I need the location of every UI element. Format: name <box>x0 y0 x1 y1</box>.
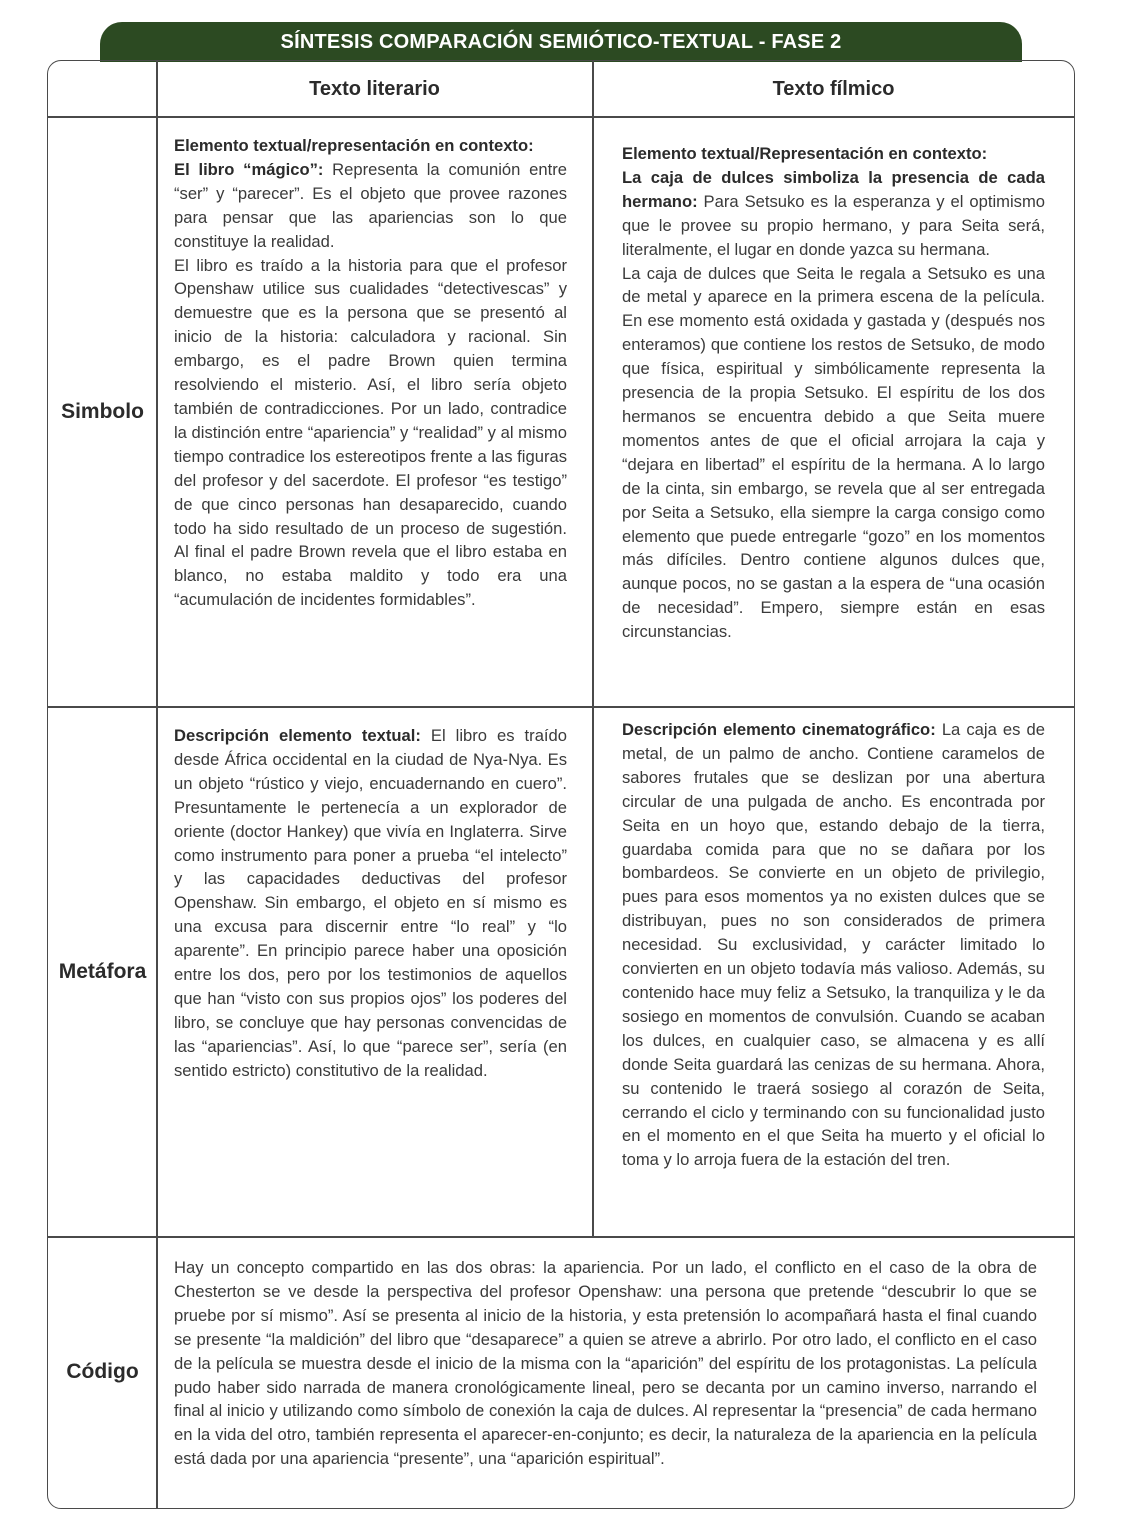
cell-metafora-film <box>622 718 1045 1172</box>
cell-simbolo-literary <box>174 134 567 612</box>
grid-line-simbolo <box>47 706 1075 708</box>
cell-simbolo-film <box>622 142 1045 644</box>
column-header-film: Texto fílmico <box>772 77 895 100</box>
metafora-literary-lead: Descripción elemento textual: <box>174 726 421 745</box>
simbolo-literary-lead-text: Representa la comunión entre “ser” y “parecer”. Es el objeto que provee razones para pensar que las apariencias son lo que constituye la realidad. <box>174 159 567 251</box>
simbolo-literary-lead: El libro “mágico”: <box>174 159 324 179</box>
grid-line-middle-column <box>592 61 594 1237</box>
simbolo-film-body: La caja de dulces que Seita le regala a Setsuko es una de metal y aparece en la primera escena de la película. En ese momento está oxidada y gastada y (después nos enteramos) que contiene los restos de Setsuko, de modo que física, espiritual y simbólicamente representa la presencia de la propia Setsuko. El espíritu de los dos hermanos se encuentra debido a que Seita muere momentos antes de que el oficial arrojara la caja y “dejara en libertad” el espíritu de la hermana. A lo largo de la cinta, sin embargo, se revela que al ser entregada por Seita a Setsuko, ella siempre la carga consigo como elemento que puede entregarle “gozo” en los momentos más difíciles. Dentro contiene algunos dulces que, aunque pocos, no se gastan a la espera de “una ocasión de necesidad”. Empero, siempre están en esas circunstancias. <box>622 263 1045 642</box>
table-title-bar <box>100 22 1022 62</box>
row-label-simbolo: Simbolo <box>61 399 144 423</box>
cell-codigo <box>174 1256 1037 1471</box>
simbolo-film-lead: La caja de dulces simboliza la presencia de cada hermano: <box>622 167 1045 211</box>
metafora-literary-text: El libro es traído desde África occidental en la ciudad de Nya-Nya. Es un objeto “rústico y viejo, encuadernando en cuero”. Presuntamente le pertenecía a un explorador de oriente (doctor Hankey) que vivía en Inglaterra. Sirve como instrumento para poner a prueba “el intelecto” y las capacidades deductivas del profesor Openshaw. Sin embargo, el objeto en sí mismo es una excusa para discernir entre “lo real” y “lo aparente”. En principio parece haber una oposición entre los dos, pero por los testimonios de aquellos que han “visto con sus propios ojos” los poderes del libro, se concluye que hay personas convencidas de las “apariencias”. Así, lo que “parece ser”, sería (en sentido estricto) constitutivo de la realidad. <box>174 726 567 1080</box>
simbolo-literary-heading: Elemento textual/representación en contexto: <box>174 136 534 155</box>
row-label-codigo: Código <box>66 1360 139 1383</box>
table-title: SÍNTESIS COMPARACIÓN SEMIÓTICO-TEXTUAL - FASE 2 <box>280 30 842 53</box>
grid-line-label-column <box>156 61 158 1508</box>
simbolo-literary-body: El libro es traído a la historia para que el profesor Openshaw utilice sus cualidades “detectivescas” y demuestre que es la persona que se presentó al inicio de la historia: calculadora y racional. Sin embargo, es el padre Brown quien termina resolviendo el misterio. Así, el libro sería objeto también de contradicciones. Por un lado, contradice la distinción entre “apariencia” y “realidad” y al mismo tiempo contradice los estereotipos frente a las figuras del profesor y del sacerdote. El profesor “es testigo” de que cinco personas han desaparecido, cuando todo ha sido resultado de un proceso de sugestión. Al final el padre Brown revela que el libro estaba en blanco, no estaba maldito y todo era una “acumulación de incidentes formidables”. <box>174 255 567 610</box>
row-label-metafora: Metáfora <box>58 959 147 983</box>
grid-line-metafora <box>47 1236 1075 1238</box>
metafora-film-lead: Descripción elemento cinematográfico: <box>622 720 936 739</box>
simbolo-film-lead-text: Para Setsuko es la esperanza y el optimismo que le provee su propio hermano, y para Seita será, literalmente, el lugar en donde yazca su hermana. <box>622 191 1045 259</box>
column-header-literary: Texto literario <box>309 77 440 100</box>
grid-line-header <box>47 116 1075 118</box>
metafora-film-text: La caja es de metal, de un palmo de ancho. Contiene caramelos de sabores frutales que se deslizan por una abertura circular de una pulgada de ancho. Es encontrada por Seita en un hoyo que, estando debajo de la tierra, guardaba comida para que no se dañara por los bombardeos. Se convierte en un objeto de privilegio, pues para esos momentos ya no existen dulces que se distribuyan, pues no son considerados de primera necesidad. Su exclusividad, y carácter limitado lo convierten en un objeto todavía más valioso. Además, su contenido hace muy feliz a Setsuko, la tranquiliza y le da sosiego en momentos de convulsión. Cuando se acaban los dulces, en cualquier caso, se almacena y es allí donde Seita guardará las cenizas de su hermana. Ahora, su contenido le traerá sosiego al corazón de Seita, cerrando el ciclo y terminando con su funcionalidad justo en el momento en el que Seita ha muerto y el oficial lo toma y lo arroja fuera de la estación del tren. <box>622 720 1045 1170</box>
cell-metafora-literary <box>174 724 567 1083</box>
simbolo-film-heading: Elemento textual/Representación en contexto: <box>622 144 988 163</box>
codigo-text: Hay un concepto compartido en las dos obras: la apariencia. Por un lado, el conflicto en el caso de la obra de Chesterton se ve desde la perspectiva del profesor Openshaw: una persona que pretende “descubrir lo que se pruebe por sí mismo”. Así se presenta al inicio de la historia, y esta pretensión lo acompañará hasta el final cuando se presente “la maldición” del libro que “desaparece” a quien se atreve a abrirlo. Por otro lado, el conflicto en el caso de la película se muestra desde el inicio de la misma con la “aparición” del espíritu de los protagonistas. La película pudo haber sido narrada de manera cronológicamente lineal, pero se decanta por un camino inverso, narrando el final al inicio y utilizando como símbolo de conexión la caja de dulces. Al representar la “presencia” de cada hermano en la vida del otro, también representa el aparecer-en-conjunto; es decir, la naturaleza de la apariencia en la película está dada por una apariencia “presente”, una “aparición espiritual”. <box>174 1258 1037 1469</box>
